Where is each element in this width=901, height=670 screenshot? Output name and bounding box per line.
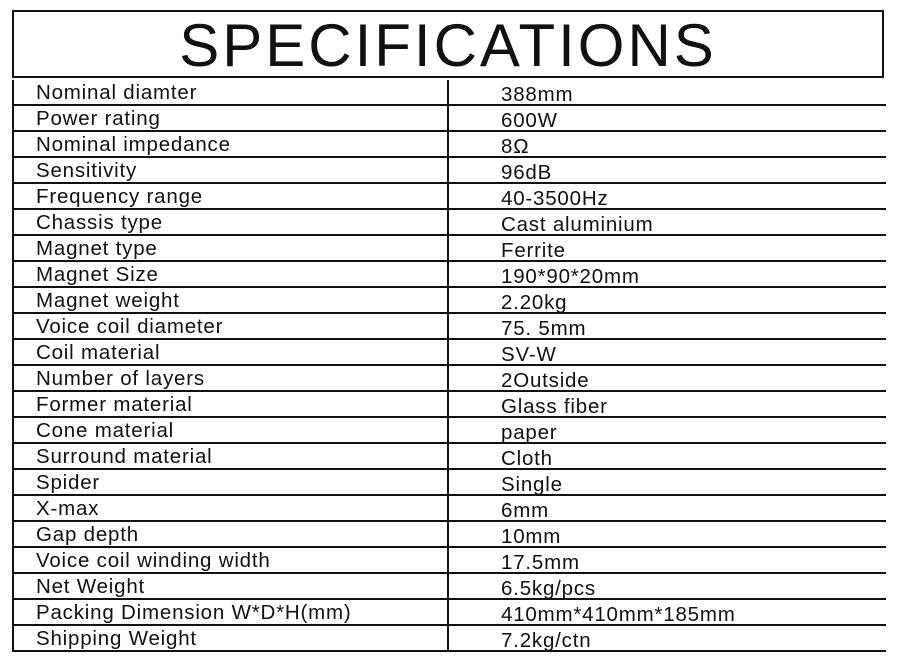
- spec-label: Sensitivity: [36, 159, 138, 182]
- table-row: [12, 236, 886, 262]
- table-row: [12, 210, 886, 236]
- table-row: [12, 314, 886, 340]
- spec-label: Gap depth: [36, 523, 139, 546]
- page-title: SPECIFICATIONS: [179, 12, 717, 79]
- spec-label: Packing Dimension W*D*H(mm): [36, 601, 352, 624]
- spec-label: Surround material: [36, 445, 213, 468]
- spec-value: 6mm: [501, 499, 549, 522]
- spec-value: Single: [501, 473, 563, 496]
- spec-label: Net Weight: [36, 575, 146, 598]
- spec-label: Former material: [36, 393, 193, 416]
- spec-label: Magnet weight: [36, 289, 180, 312]
- spec-label: Spider: [36, 471, 101, 494]
- spec-value: 6.5kg/pcs: [501, 577, 596, 600]
- table-row: [12, 132, 886, 158]
- spec-value: 410mm*410mm*185mm: [501, 603, 736, 626]
- spec-value: Ferrite: [501, 239, 566, 262]
- spec-label: Magnet type: [36, 237, 158, 260]
- spec-label: X-max: [36, 497, 100, 520]
- table-row: [12, 184, 886, 210]
- table-row: [12, 548, 886, 574]
- spec-label: Cone material: [36, 419, 175, 442]
- table-row: [12, 262, 886, 288]
- specifications-table: [12, 80, 886, 652]
- spec-value: 10mm: [501, 525, 562, 548]
- spec-value: 8Ω: [501, 135, 530, 158]
- spec-label: Voice coil winding width: [36, 549, 271, 572]
- spec-value: 7.2kg/ctn: [501, 629, 592, 652]
- spec-label: Coil material: [36, 341, 161, 364]
- spec-value: paper: [501, 421, 558, 444]
- spec-value: 40-3500Hz: [501, 187, 609, 210]
- table-row: [12, 158, 886, 184]
- spec-value: SV-W: [501, 343, 557, 366]
- table-row: [12, 418, 886, 444]
- spec-label: Frequency range: [36, 185, 203, 208]
- spec-value: 96dB: [501, 161, 553, 184]
- table-row: [12, 80, 886, 106]
- spec-label: Magnet Size: [36, 263, 159, 286]
- spec-value: 2Outside: [501, 369, 590, 392]
- spec-value: Cast aluminium: [501, 213, 654, 236]
- table-row: [12, 600, 886, 626]
- spec-value: 600W: [501, 109, 558, 132]
- spec-value: 388mm: [501, 83, 574, 106]
- spec-label: Number of layers: [36, 367, 205, 390]
- title-box: [12, 10, 884, 78]
- table-row: [12, 340, 886, 366]
- table-row: [12, 470, 886, 496]
- spec-value: 75. 5mm: [501, 317, 587, 340]
- spec-label: Power rating: [36, 107, 161, 130]
- table-row: [12, 366, 886, 392]
- spec-value: Glass fiber: [501, 395, 608, 418]
- table-row: [12, 496, 886, 522]
- spec-value: Cloth: [501, 447, 553, 470]
- table-row: [12, 444, 886, 470]
- spec-label: Nominal impedance: [36, 133, 231, 156]
- spec-label: Voice coil diameter: [36, 315, 224, 338]
- table-row: [12, 106, 886, 132]
- spec-label: Nominal diamter: [36, 81, 198, 104]
- spec-value: 17.5mm: [501, 551, 580, 574]
- table-row: [12, 626, 886, 652]
- spec-value: 190*90*20mm: [501, 265, 640, 288]
- table-row: [12, 574, 886, 600]
- table-row: [12, 392, 886, 418]
- table-row: [12, 522, 886, 548]
- spec-label: Shipping Weight: [36, 627, 197, 650]
- table-row: [12, 288, 886, 314]
- spec-value: 2.20kg: [501, 291, 568, 314]
- spec-label: Chassis type: [36, 211, 163, 234]
